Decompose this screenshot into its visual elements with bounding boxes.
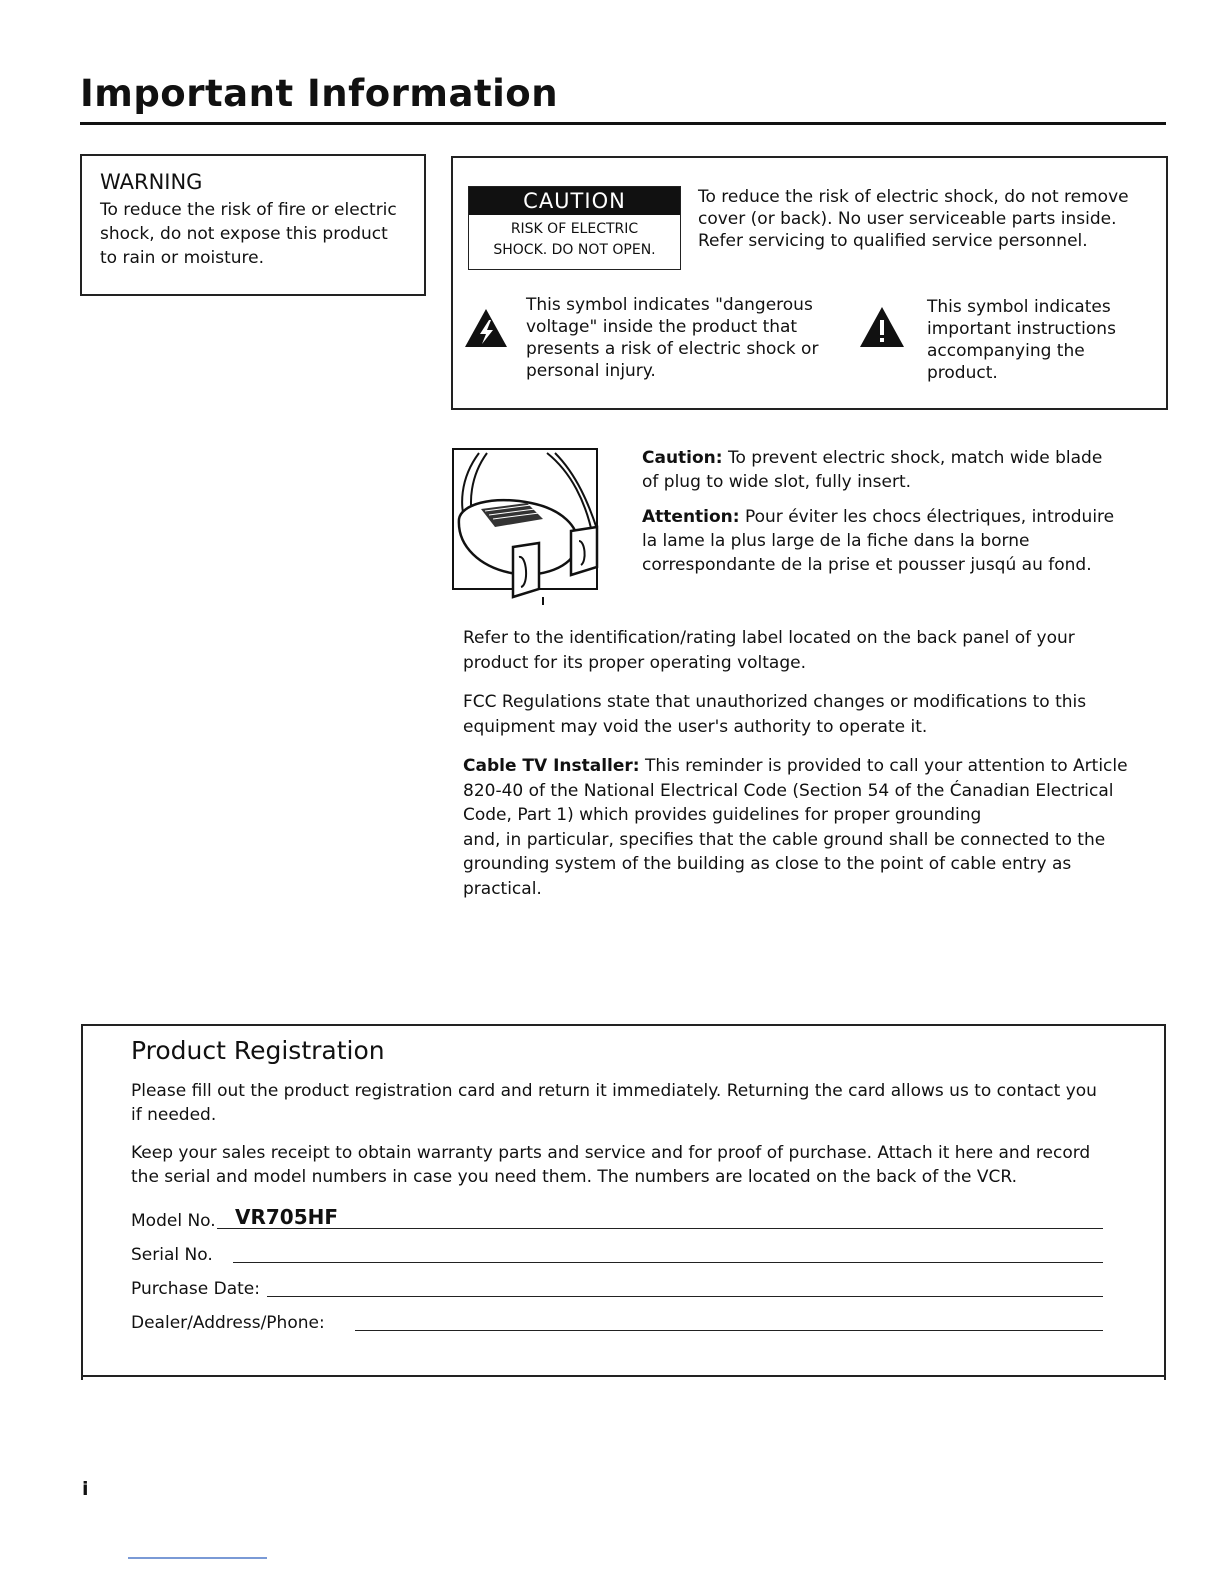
dealer-line[interactable] <box>355 1330 1103 1331</box>
warning-heading: WARNING <box>100 170 203 194</box>
title-rule <box>80 122 1166 125</box>
exclamation-triangle-icon <box>859 306 905 348</box>
registration-para1: Please fill out the product registration card and return it immediately. Returning the card allows us to contact you if needed. <box>131 1081 1097 1125</box>
serial-label: Serial No. <box>131 1245 213 1265</box>
registration-box <box>81 1024 1166 1380</box>
plug-attention <box>642 505 1122 577</box>
body-text <box>463 626 1143 916</box>
polarized-plug-illustration <box>451 447 621 607</box>
footer-rule <box>128 1557 267 1559</box>
cable-paragraph-2: and, in particular, specifies that the cable ground shall be connected to the grounding system of the building as close to the point of cable entry as practical. <box>463 829 1106 899</box>
caution-label-line1: RISK OF ELECTRIC <box>510 221 639 237</box>
page-number: i <box>82 1478 89 1500</box>
caution-box <box>451 156 1168 410</box>
serial-line[interactable] <box>233 1262 1103 1263</box>
model-line <box>217 1228 1103 1229</box>
symbol2-text: This symbol indicates important instructions accompanying the product. <box>927 297 1116 383</box>
plug-caution-text: To prevent electric shock, match wide blade of plug to wide slot, fully insert. <box>642 448 1103 492</box>
rating-paragraph: Refer to the identification/rating label located on the back panel of your product for its proper operating voltage. <box>463 628 1075 673</box>
plug-attention-label: Attention: <box>642 507 740 527</box>
plug-instructions <box>642 446 1122 588</box>
cable-label: Cable TV Installer: <box>463 756 640 776</box>
cable-text: This reminder is provided to call your attention to Article 820-40 of the National Electrical Code (Section 54 of the Ćanadian Electrical Code, Part 1) which provides guidelines for proper grounding <box>463 756 1128 825</box>
symbol1-text: This symbol indicates "dangerous voltage" inside the product that presents a risk of electric shock or personal injury. <box>526 295 819 381</box>
purchase-date-label: Purchase Date: <box>131 1279 260 1299</box>
caution-label-head: CAUTION <box>469 187 680 215</box>
warning-text: To reduce the risk of fire or electric shock, do not expose this product to rain or moisture. <box>100 200 397 268</box>
dealer-field[interactable] <box>131 1305 1103 1339</box>
purchase-date-line[interactable] <box>267 1296 1103 1297</box>
serial-field[interactable] <box>131 1237 1103 1271</box>
page-title: Important Information <box>80 72 559 115</box>
registration-heading: Product Registration <box>131 1036 385 1065</box>
registration-bottom-rule <box>81 1375 1166 1377</box>
model-value: VR705HF <box>235 1205 339 1229</box>
caution-text: To reduce the risk of electric shock, do not remove cover (or back). No user serviceable parts inside. Refer servicing to qualified service personnel. <box>698 187 1129 251</box>
cable-paragraph <box>463 754 1143 828</box>
plug-caution-label: Caution: <box>642 448 723 468</box>
caution-label-line2: SHOCK. DO NOT OPEN. <box>493 242 656 258</box>
fcc-paragraph: FCC Regulations state that unauthorized changes or modifications to this equipment may void the user's authority to operate it. <box>463 692 1087 737</box>
registration-para2: Keep your sales receipt to obtain warranty parts and service and for proof of purchase. Attach it here and record the serial and model numbers in case you need them. The numbers are located on the back of the VCR. <box>131 1143 1091 1187</box>
caution-label-sub <box>469 215 680 261</box>
plug-caution <box>642 446 1122 494</box>
model-label: Model No. <box>131 1211 216 1231</box>
caution-label <box>468 186 681 270</box>
model-field <box>131 1203 1103 1237</box>
purchase-date-field[interactable] <box>131 1271 1103 1305</box>
lightning-triangle-icon <box>464 308 508 348</box>
plug-attention-text: Pour éviter les chocs électriques, introduire la lame la plus large de la fiche dans la borne correspondante de la prise et pousser jusqú au fond. <box>642 507 1115 575</box>
dealer-label: Dealer/Address/Phone: <box>131 1313 325 1333</box>
warning-box <box>80 154 426 296</box>
